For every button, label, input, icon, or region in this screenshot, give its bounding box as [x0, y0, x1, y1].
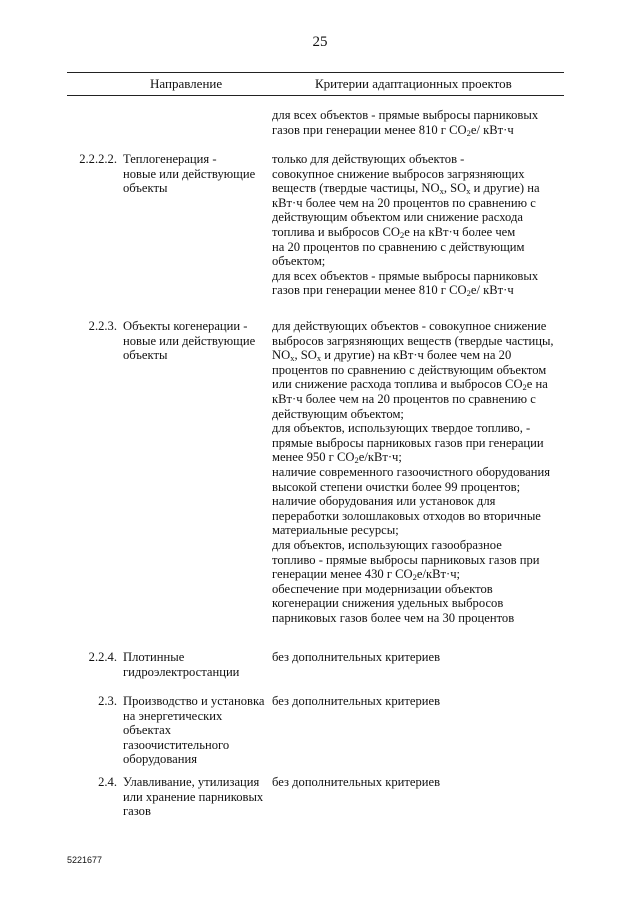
criteria-line: объектом;	[272, 254, 326, 269]
row-direction	[123, 775, 273, 819]
criteria-line: когенерации снижения удельных выбросов	[272, 596, 504, 611]
direction-line: Теплогенерация -	[123, 152, 217, 166]
row-number: 2.4.	[98, 775, 117, 789]
row-criteria	[272, 650, 572, 665]
criteria-line: высокой степени очистки более 99 процентов;	[272, 479, 521, 494]
criteria-line: совокупное снижение выбросов загрязняющих	[272, 166, 525, 181]
direction-line: Плотинные	[123, 650, 185, 664]
criteria-line: для действующих объектов - совокупное снижение	[272, 319, 547, 333]
direction-line: оборудования	[123, 752, 197, 767]
criteria-line: только для действующих объектов -	[272, 152, 465, 166]
criteria-line: для объектов, использующих газообразное	[272, 537, 502, 552]
criteria-line: $NO_x$, $SO_x$ и другие) на кВт·ч более чем на 20	[272, 348, 512, 364]
row-criteria	[272, 694, 572, 709]
criteria-line: материальные ресурсы;	[272, 523, 399, 538]
criteria-line: без дополнительных критериев	[272, 694, 441, 708]
direction-line: Улавливание, утилизация	[123, 775, 260, 789]
direction-line: объекты	[123, 181, 168, 196]
direction-line: объектах	[123, 723, 171, 738]
criteria-line: для всех объектов - прямые выбросы парниковых	[272, 108, 539, 122]
criteria-line: для всех объектов - прямые выбросы парниковых	[272, 268, 539, 283]
direction-line: объекты	[123, 348, 168, 363]
direction-line: или хранение парниковых	[123, 789, 264, 804]
direction-line: газоочистительного	[123, 737, 230, 752]
row-number: 2.3.	[98, 694, 117, 708]
direction-line: на энергетических	[123, 708, 223, 723]
criteria-line: парниковых газов более чем на 30 процентов	[272, 610, 515, 625]
direction-line: гидроэлектростанции	[123, 664, 240, 679]
criteria-line: топлива и выбросов $CO_2e$ на кВт·ч более чем	[272, 224, 516, 240]
criteria-line: действующим объектом;	[272, 406, 404, 421]
row-criteria	[272, 775, 572, 790]
criteria-line: наличие оборудования или установок для	[272, 494, 496, 509]
column-header-direction: Направление	[150, 76, 223, 91]
criteria-line: для объектов, использующих твердое топливо, -	[272, 421, 531, 436]
row-criteria	[272, 319, 572, 625]
row-number: 2.2.3.	[88, 319, 117, 333]
criteria-line: генерации менее 430 г $CO_2e/кВт\cdot ч$;	[272, 567, 461, 583]
document-id: 5221677	[67, 855, 103, 865]
direction-line: газов	[123, 804, 151, 819]
criteria-line: кВт·ч более чем на 20 процентов по сравнению с	[272, 195, 536, 210]
criteria-line: процентов по сравнению с действующим объектом	[272, 362, 547, 377]
criteria-line: топливо - прямые выбросы парниковых газов при	[272, 552, 540, 567]
row-direction	[123, 650, 273, 679]
criteria-line: выбросов загрязняющих веществ (твердые частицы,	[272, 333, 554, 348]
criteria-line: действующим объектом или снижение расхода	[272, 210, 523, 225]
criteria-line: или снижение расхода топлива и выбросов $CO_2e$ на	[272, 377, 548, 393]
header-bottom-rule	[67, 95, 564, 96]
row-number: 2.2.4.	[88, 650, 117, 664]
criteria-line: переработки золошлаковых отходов во вторичные	[272, 508, 541, 523]
criteria-line: веществ (твердые частицы, $NO_x$, $SO_x$ и другие) на	[272, 181, 540, 197]
criteria-line: наличие современного газоочистного оборудования	[272, 464, 551, 479]
criteria-line: без дополнительных критериев	[272, 650, 441, 664]
direction-line: новые или действующие	[123, 166, 256, 181]
page-number: 25	[312, 34, 328, 50]
criteria-line: менее 950 г $CO_2e/кВт\cdot ч$;	[272, 450, 402, 466]
criteria-line: кВт·ч более чем на 20 процентов по сравнению с	[272, 391, 536, 406]
direction-line: новые или действующие	[123, 333, 256, 348]
row-number: 2.2.2.2.	[79, 152, 117, 166]
column-header-criteria: Критерии адаптационных проектов	[315, 76, 512, 91]
row-direction	[123, 152, 273, 196]
criteria-line: газов при генерации менее 810 г $CO_2e/$ кВт·ч	[272, 283, 514, 299]
row-direction	[123, 319, 273, 363]
header-top-rule	[67, 72, 564, 73]
criteria-line: обеспечение при модернизации объектов	[272, 581, 493, 596]
row-criteria	[272, 152, 572, 298]
criteria-line: на 20 процентов по сравнению с действующим	[272, 239, 525, 254]
direction-line: Производство и установка	[123, 694, 265, 708]
row-criteria	[272, 108, 572, 137]
direction-line: Объекты когенерации -	[123, 319, 248, 333]
row-direction	[123, 694, 273, 767]
criteria-line: прямые выбросы парниковых газов при генерации	[272, 435, 544, 450]
criteria-line: без дополнительных критериев	[272, 775, 441, 789]
criteria-line: газов при генерации менее 810 г $CO_2e/$ кВт·ч	[272, 122, 514, 138]
